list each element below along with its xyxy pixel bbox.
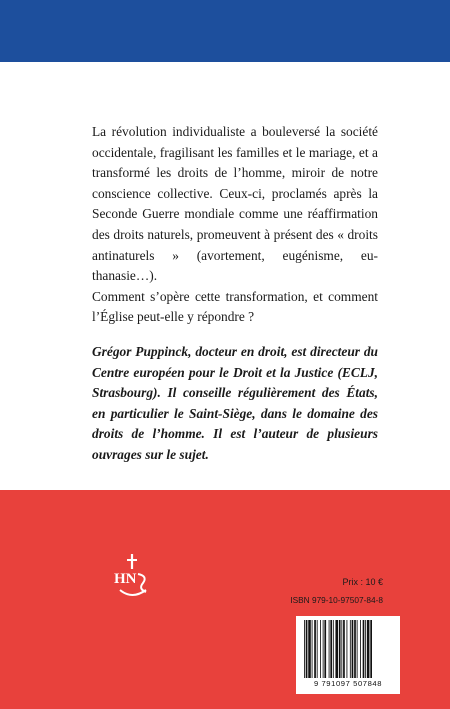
barcode-bar — [360, 620, 361, 678]
barcode — [296, 616, 400, 694]
barcode-bar — [347, 620, 348, 678]
flag-band-blue — [0, 0, 450, 62]
barcode-bar — [354, 620, 356, 678]
barcode-bar — [314, 620, 316, 678]
barcode-bar — [339, 620, 341, 678]
barcode-bar — [367, 620, 370, 678]
barcode-bar — [352, 620, 354, 678]
price-label: Prix : 10 € — [342, 577, 383, 587]
barcode-bar — [308, 620, 311, 678]
barcode-digits: 9 791097 507848 — [313, 679, 383, 688]
barcode-bar — [306, 620, 308, 678]
isbn-label: ISBN 979-10-97507-84-8 — [290, 595, 383, 605]
summary-paragraph-1: La révolution individualiste a bouleversé la société occidentale, fragilisant les familles et le mariage, et a transformé les droits de l’homme, miroir de notre conscience collective. Ceux-ci, proclamés après la Seconde Guerre mondiale comme une réaffirmation des droits naturels, promeuvent à présent des « droits antinaturels » (avortement, eugénisme, euthanasie…). — [92, 124, 378, 284]
barcode-bar — [320, 620, 321, 678]
anchor-cross-icon — [112, 552, 154, 600]
barcode-bars — [304, 620, 392, 678]
barcode-bar — [312, 620, 313, 678]
publisher-logo — [112, 552, 154, 600]
barcode-bar — [335, 620, 338, 678]
back-cover-summary — [92, 122, 378, 328]
barcode-bar — [333, 620, 334, 678]
barcode-bar — [343, 620, 345, 678]
barcode-bar — [304, 620, 305, 678]
barcode-bar — [370, 620, 372, 678]
barcode-bar — [363, 620, 365, 678]
barcode-bar — [323, 620, 324, 678]
author-bio-text: Grégor Puppinck, docteur en droit, est directeur du Centre européen pour le Droit et la Justice (ECLJ, Strasbourg). Il conseille régulièrement des États, en particulier le Saint-Siège, dans le domaine des droits de l’homme. Il est l’auteur de plusieurs ouvrages sur le sujet. — [92, 344, 378, 462]
publisher-logo-text: HN — [114, 571, 137, 587]
barcode-bar — [341, 620, 342, 678]
summary-paragraph-2: Comment s’opère cette transformation, et comment l’Église peut-elle y répondre ? — [92, 288, 378, 325]
author-bio — [92, 342, 378, 466]
barcode-bar — [357, 620, 358, 678]
barcode-bar — [330, 620, 332, 678]
barcode-bar — [329, 620, 330, 678]
barcode-bar — [324, 620, 326, 678]
barcode-bar — [365, 620, 366, 678]
barcode-bar — [317, 620, 318, 678]
barcode-bar — [350, 620, 351, 678]
